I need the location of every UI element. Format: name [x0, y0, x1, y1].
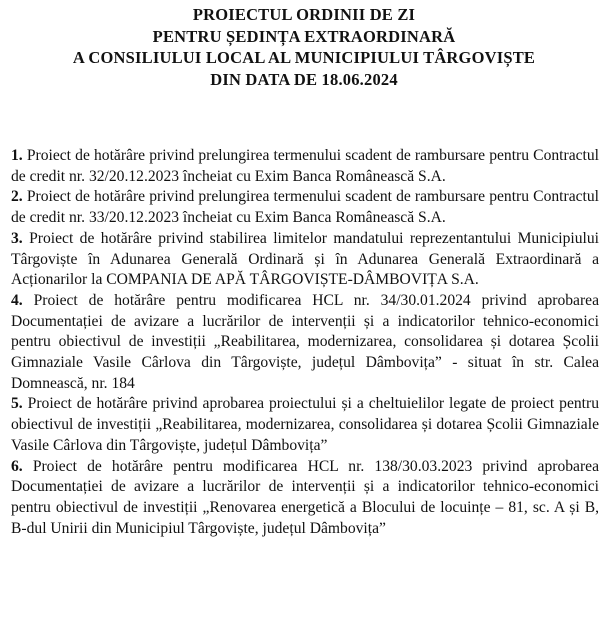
- agenda-item-text: Proiect de hotărâre pentru modificarea HCL nr. 138/30.03.2023 privind aprobarea Documentației de avizare a lucrărilor de intervenții și a indicatorilor tehnico-economici pentru obiectivul de investiții „Renovarea energetică a Blocului de locuințe – 81, sc. A și B, B-dul Unirii din Municipiul Târgoviște, județul Dâmbovița”: [11, 457, 599, 537]
- header-date: DIN DATA DE 18.06.2024: [210, 69, 398, 89]
- agenda-item-number: 2.: [11, 188, 23, 206]
- agenda-item-1: [11, 146, 599, 187]
- agenda-item-6: [11, 457, 599, 540]
- agenda-item-4: [11, 291, 599, 395]
- header-council: A CONSILIULUI LOCAL AL MUNICIPIULUI TÂRGOVIȘTE: [72, 48, 536, 67]
- agenda-item-text: Proiect de hotărâre privind aprobarea proiectului și a cheltuielilor legate de proiect pentru obiectivul de investiții „Reabilitarea, modernizarea, consolidarea și dotarea Școlii Gimnaziale Vasile Cârlova din Târgoviște, județul Dâmbovița”: [11, 395, 599, 454]
- agenda-item-number: 6.: [11, 457, 23, 475]
- header-title: PROIECTUL ORDINII DE ZI: [192, 5, 416, 24]
- agenda-item-text: Proiect de hotărâre privind stabilirea limitelor mandatului reprezentantului Municipiului Târgoviște în Adunarea Generală Ordinară și în Adunarea Generală Extraordinară a Acționarilor la COMPANIA DE APĂ TÂRGOVIȘTE-DÂMBOVIȚA S.A.: [11, 229, 599, 289]
- agenda-item-number: 3.: [11, 229, 23, 247]
- agenda-item-number: 4.: [11, 291, 23, 309]
- agenda-item-2: [11, 187, 599, 228]
- agenda-item-text: Proiect de hotărâre privind prelungirea termenului scadent de rambursare pentru Contractul de credit nr. 32/20.12.2023 încheiat cu Exim Banca Românească S.A.: [11, 147, 599, 185]
- agenda-item-text: Proiect de hotărâre privind prelungirea termenului scadent de rambursare pentru Contractul de credit nr. 33/20.12.2023 încheiat cu Exim Banca Românească S.A.: [11, 188, 599, 227]
- agenda-item-number: 1.: [11, 147, 23, 164]
- agenda-item-5: [11, 394, 599, 456]
- agenda-item-number: 5.: [11, 395, 23, 413]
- document-header: [0, 4, 608, 90]
- agenda-item-3: [11, 229, 599, 291]
- agenda-item-text: Proiect de hotărâre pentru modificarea HCL nr. 34/30.01.2024 privind aprobarea Documentației de avizare a lucrărilor de intervenții și a indicatorilor tehnico-economici pentru obiectivul de investiții „Reabilitarea, modernizarea, consolidarea și dotarea Școlii Gimnaziale Vasile Cârlova din Târgoviște, județul Dâmbovița” - situat în str. Calea Domnească, nr. 184: [11, 291, 599, 392]
- agenda-list: [11, 146, 599, 539]
- header-subtitle: PENTRU ȘEDINȚA EXTRAORDINARĂ: [152, 26, 456, 46]
